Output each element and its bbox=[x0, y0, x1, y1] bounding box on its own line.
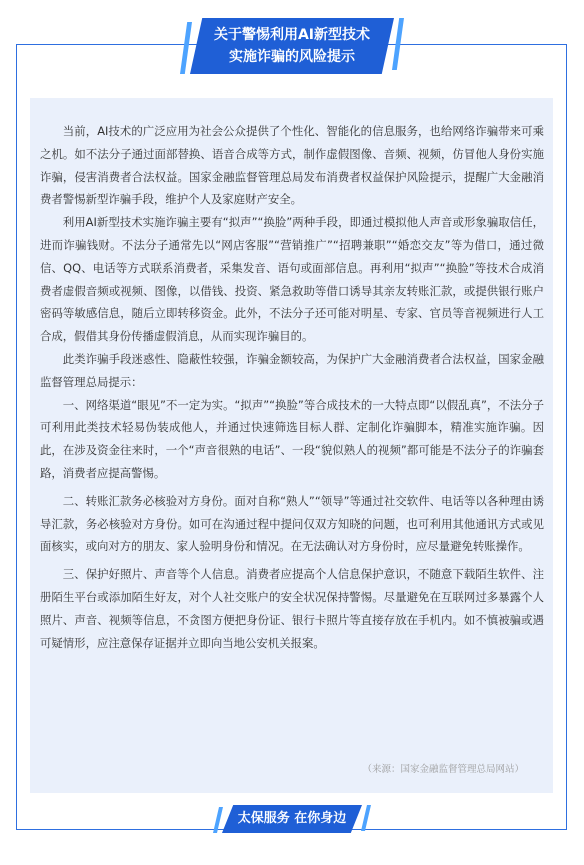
paragraph-methods: 利用AI新型技术实施诈骗主要有“拟声”“换脸”两种手段，即通过模拟他人声音或形象骗取信任，进而诈骗钱财。不法分子通常先以“网店客服”“营销推广”“招聘兼职”“婚恋交友”等为借口，通过微信、QQ、电话等方式联系消费者，采集发音、语句或面部信息。再利用“拟声”“换脸”等技术合成消费者虚假音频或视频、图像，以借钱、投资、紧急救助等借口诱导其亲友转账汇款，或提供银行账户密码等敏感信息，随后立即转移资金。此外，不法分子还可能对明星、专家、官员等音视频进行人工合成，假借其身份传播虚假消息，从而实现诈骗目的。 bbox=[40, 215, 544, 344]
paragraph-warning: 此类诈骗手段迷惑性、隐蔽性较强，诈骗金额较高，为保护广大金融消费者合法权益，国家金融监督管理总局提示： bbox=[40, 351, 544, 389]
paragraph-tip-3: 三、保护好照片、声音等个人信息。消费者应提高个人信息保护意识，不随意下载陌生软件、注册陌生平台或添加陌生好友，对个人社交账户的安全状况保持警惕。尽量避免在互联网过多暴露个人照片、声音、视频等信息，不贪图方便把身份证、银行卡照片等直接存放在手机内。如不慎被骗或遇可疑情形，应注意保存证据并立即向当地公安机关报案。 bbox=[40, 567, 544, 650]
paragraph-intro: 当前，AI技术的广泛应用为社会公众提供了个性化、智能化的信息服务，也给网络诈骗带来可乘之机。如不法分子通过面部替换、语音合成等方式，制作虚假图像、音频、视频，仿冒他人身份实施诈骗，侵害消费者合法权益。国家金融监督管理总局发布消费者权益保护风险提示，提醒广大金融消费者警惕新型诈骗手段，维护个人及家庭财产安全。 bbox=[40, 124, 544, 207]
article-body bbox=[40, 120, 544, 654]
paragraph-tip-2: 二、转账汇款务必核验对方身份。面对自称“熟人”“领导”等通过社交软件、电话等以各种理由诱导汇款，务必核验对方身份。如可在沟通过程中提问仅双方知晓的问题，也可利用其他通讯方式或见面核实，或向对方的朋友、家人验明身份和情况。在无法确认对方身份时，应尽量避免转账操作。 bbox=[40, 493, 544, 554]
footer-banner bbox=[222, 805, 362, 833]
footer-slogan: 太保服务 在你身边 bbox=[237, 811, 347, 826]
page-title bbox=[190, 24, 394, 68]
paragraph-tip-1: 一、网络渠道“眼见”不一定为实。“拟声”“换脸”等合成技术的一大特点即“以假乱真”，不法分子可利用此类技术轻易伪装成他人，并通过快速筛选目标人群、定制化诈骗脚本，精准实施诈骗。因此，在涉及资金往来时，一个“声音很熟的电话”、一段“貌似熟人的视频”都可能是不法分子的诈骗套路，消费者应提高警惕。 bbox=[40, 397, 544, 480]
title-banner bbox=[190, 18, 394, 74]
source-note: （来源：国家金融监督管理总局网站） bbox=[362, 764, 524, 775]
title-line-1: 关于警惕利用AI新型技术 bbox=[213, 27, 371, 43]
title-line-2: 实施诈骗的风险提示 bbox=[229, 49, 355, 65]
